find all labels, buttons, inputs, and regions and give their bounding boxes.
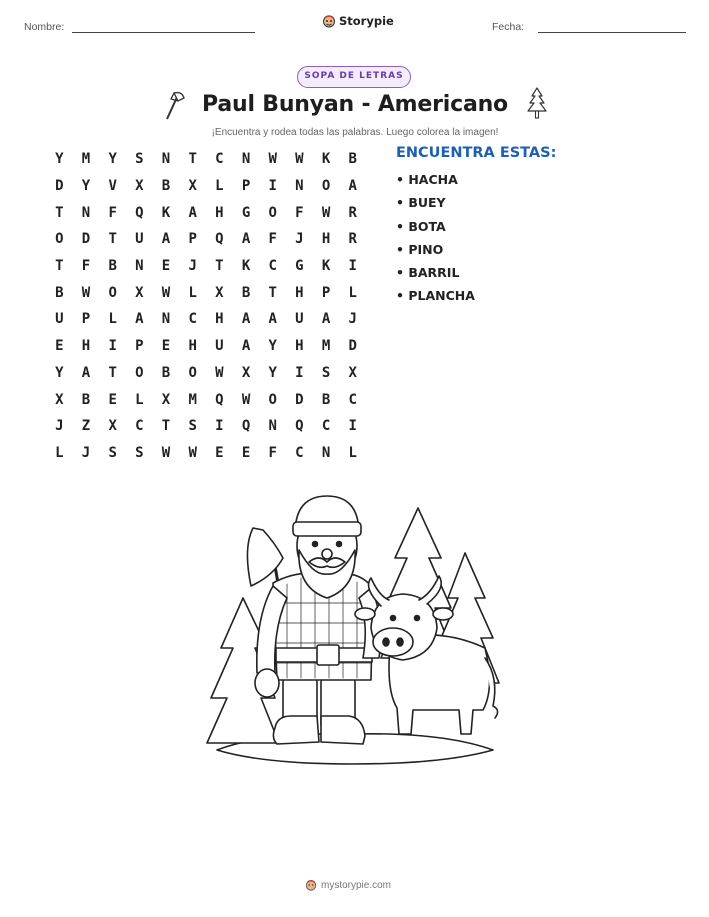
grid-letter: W [161, 284, 171, 301]
word-list-item: • HACHA [396, 170, 475, 193]
name-label: Nombre: [24, 21, 65, 33]
grid-letter: R [348, 231, 357, 248]
grid-letter: B [321, 391, 331, 408]
grid-letter: L [348, 444, 357, 461]
grid-letter: U [55, 311, 64, 328]
grid-row [46, 440, 366, 467]
grid-letter: S [108, 444, 117, 461]
grid-letter: X [108, 418, 117, 435]
grid-letter: O [268, 204, 277, 221]
grid-letter: Y [81, 178, 91, 195]
grid-letter: B [161, 364, 171, 381]
instructions: ¡Encuentra y rodea todas las palabras. Luego colorea la imagen! [211, 127, 499, 138]
grid-letter: L [55, 444, 64, 461]
grid-letter: A [81, 364, 91, 381]
grid-letter: L [215, 178, 224, 195]
grid-letter: T [108, 231, 117, 248]
grid-letter: B [241, 284, 251, 301]
grid-row [46, 146, 366, 173]
grid-letter: E [108, 391, 117, 408]
word-list [396, 170, 475, 310]
grid-letter: N [241, 151, 251, 168]
grid-letter: L [348, 284, 357, 301]
grid-letter: D [348, 338, 357, 355]
grid-letter: M [81, 151, 91, 168]
grid-letter: B [81, 391, 91, 408]
grid-letter: S [321, 364, 331, 381]
word-list-title: ENCUENTRA ESTAS: [396, 145, 557, 161]
grid-letter: L [188, 284, 197, 301]
grid-letter: U [215, 338, 224, 355]
grid-letter: A [321, 311, 331, 328]
grid-letter: K [321, 258, 331, 275]
grid-letter: P [241, 178, 251, 195]
grid-letter: X [55, 391, 64, 408]
storypie-logo-icon [305, 879, 317, 891]
date-line [538, 32, 686, 33]
grid-letter: E [161, 258, 171, 275]
grid-letter: O [135, 364, 144, 381]
grid-row [46, 226, 366, 253]
grid-letter: C [215, 151, 224, 168]
grid-letter: A [348, 178, 357, 195]
grid-letter: U [135, 231, 144, 248]
grid-letter: H [295, 338, 304, 355]
grid-letter: Y [268, 364, 277, 381]
grid-letter: C [321, 418, 331, 435]
grid-letter: W [241, 391, 251, 408]
grid-letter: S [135, 444, 144, 461]
grid-letter: O [55, 231, 64, 248]
grid-letter: H [321, 231, 331, 248]
pine-tree-icon [524, 86, 550, 122]
grid-letter: X [241, 364, 251, 381]
grid-letter: E [241, 444, 251, 461]
grid-letter: W [295, 151, 304, 168]
grid-letter: A [241, 311, 251, 328]
grid-letter: H [295, 284, 304, 301]
grid-letter: C [268, 258, 277, 275]
grid-letter: J [81, 444, 91, 461]
grid-letter: I [268, 178, 277, 195]
grid-letter: A [268, 311, 277, 328]
grid-letter: C [348, 391, 357, 408]
letter-grid [46, 146, 366, 466]
grid-letter: R [348, 204, 357, 221]
word-list-item: • PINO [396, 240, 475, 263]
grid-letter: W [161, 444, 171, 461]
grid-letter: H [215, 311, 224, 328]
grid-letter: K [321, 151, 331, 168]
grid-letter: B [55, 284, 64, 301]
grid-letter: M [321, 338, 331, 355]
grid-letter: W [188, 444, 197, 461]
grid-letter: G [241, 204, 251, 221]
grid-letter: U [295, 311, 304, 328]
grid-letter: T [268, 284, 277, 301]
grid-letter: N [161, 311, 171, 328]
grid-letter: E [161, 338, 171, 355]
grid-letter: V [108, 178, 117, 195]
grid-letter: M [188, 391, 197, 408]
grid-letter: J [348, 311, 357, 328]
grid-letter: Y [55, 151, 64, 168]
grid-letter: X [135, 178, 144, 195]
grid-letter: A [241, 338, 251, 355]
grid-letter: X [188, 178, 197, 195]
grid-letter: X [348, 364, 357, 381]
grid-row [46, 173, 366, 200]
grid-letter: A [241, 231, 251, 248]
grid-letter: T [188, 151, 197, 168]
grid-letter: G [295, 258, 304, 275]
grid-letter: W [268, 151, 277, 168]
word-list-item: • BARRIL [396, 263, 475, 286]
grid-letter: J [295, 231, 304, 248]
grid-letter: I [108, 338, 117, 355]
brand [322, 14, 394, 28]
grid-letter: F [81, 258, 91, 275]
grid-letter: K [161, 204, 171, 221]
grid-letter: P [81, 311, 91, 328]
grid-letter: O [321, 178, 331, 195]
axe-icon [160, 90, 186, 122]
grid-letter: N [161, 151, 171, 168]
grid-letter: F [295, 204, 304, 221]
grid-letter: K [241, 258, 251, 275]
grid-letter: S [135, 151, 144, 168]
grid-letter: N [135, 258, 144, 275]
grid-letter: N [81, 204, 91, 221]
grid-letter: Q [135, 204, 144, 221]
grid-letter: D [81, 231, 91, 248]
grid-letter: P [135, 338, 144, 355]
activity-badge: SOPA DE LETRAS [297, 66, 411, 88]
grid-letter: W [81, 284, 91, 301]
grid-row [46, 386, 366, 413]
grid-row [46, 199, 366, 226]
grid-letter: I [348, 418, 357, 435]
grid-letter: A [188, 204, 197, 221]
grid-letter: S [188, 418, 197, 435]
grid-letter: I [215, 418, 224, 435]
footer [305, 879, 391, 891]
grid-letter: T [55, 258, 64, 275]
page-title: Paul Bunyan - Americano [202, 92, 508, 117]
grid-letter: D [55, 178, 64, 195]
grid-letter: E [215, 444, 224, 461]
date-label: Fecha: [492, 21, 525, 33]
grid-letter: B [161, 178, 171, 195]
grid-letter: Q [241, 418, 251, 435]
grid-letter: H [215, 204, 224, 221]
grid-row [46, 279, 366, 306]
grid-letter: W [321, 204, 331, 221]
grid-letter: T [55, 204, 64, 221]
grid-letter: A [161, 231, 171, 248]
grid-letter: L [135, 391, 144, 408]
grid-letter: B [348, 151, 357, 168]
grid-letter: T [215, 258, 224, 275]
word-list-item: • BOTA [396, 217, 475, 240]
grid-letter: J [55, 418, 64, 435]
grid-letter: F [268, 231, 277, 248]
grid-letter: N [268, 418, 277, 435]
grid-letter: I [295, 364, 304, 381]
grid-letter: T [108, 364, 117, 381]
grid-letter: B [108, 258, 117, 275]
grid-row [46, 253, 366, 280]
grid-row [46, 306, 366, 333]
grid-letter: C [188, 311, 197, 328]
grid-letter: X [215, 284, 224, 301]
grid-row [46, 360, 366, 387]
grid-letter: L [108, 311, 117, 328]
word-list-item: • PLANCHA [396, 286, 475, 309]
grid-letter: W [215, 364, 224, 381]
grid-letter: H [188, 338, 197, 355]
grid-letter: N [321, 444, 331, 461]
grid-letter: Q [295, 418, 304, 435]
grid-letter: O [188, 364, 197, 381]
grid-letter: T [161, 418, 171, 435]
grid-row [46, 333, 366, 360]
word-list-item: • BUEY [396, 193, 475, 216]
grid-letter: P [321, 284, 331, 301]
grid-letter: Q [215, 231, 224, 248]
grid-letter: H [81, 338, 91, 355]
paul-bunyan-illustration [203, 488, 505, 770]
grid-letter: F [108, 204, 117, 221]
grid-letter: E [55, 338, 64, 355]
storypie-logo-icon [322, 14, 336, 28]
grid-letter: X [135, 284, 144, 301]
brand-name: Storypie [339, 14, 394, 28]
grid-letter: F [268, 444, 277, 461]
footer-url: mystorypie.com [321, 879, 392, 891]
grid-letter: I [348, 258, 357, 275]
grid-letter: C [295, 444, 304, 461]
grid-letter: A [135, 311, 144, 328]
grid-letter: Y [55, 364, 64, 381]
name-line [72, 32, 255, 33]
grid-letter: P [188, 231, 197, 248]
grid-letter: Z [81, 418, 91, 435]
grid-letter: O [108, 284, 117, 301]
grid-letter: X [161, 391, 171, 408]
grid-letter: Y [108, 151, 117, 168]
grid-letter: Q [215, 391, 224, 408]
grid-letter: J [188, 258, 197, 275]
grid-letter: C [135, 418, 144, 435]
grid-letter: D [295, 391, 304, 408]
grid-row [46, 413, 366, 440]
grid-letter: N [295, 178, 304, 195]
grid-letter: Y [268, 338, 277, 355]
grid-letter: O [268, 391, 277, 408]
